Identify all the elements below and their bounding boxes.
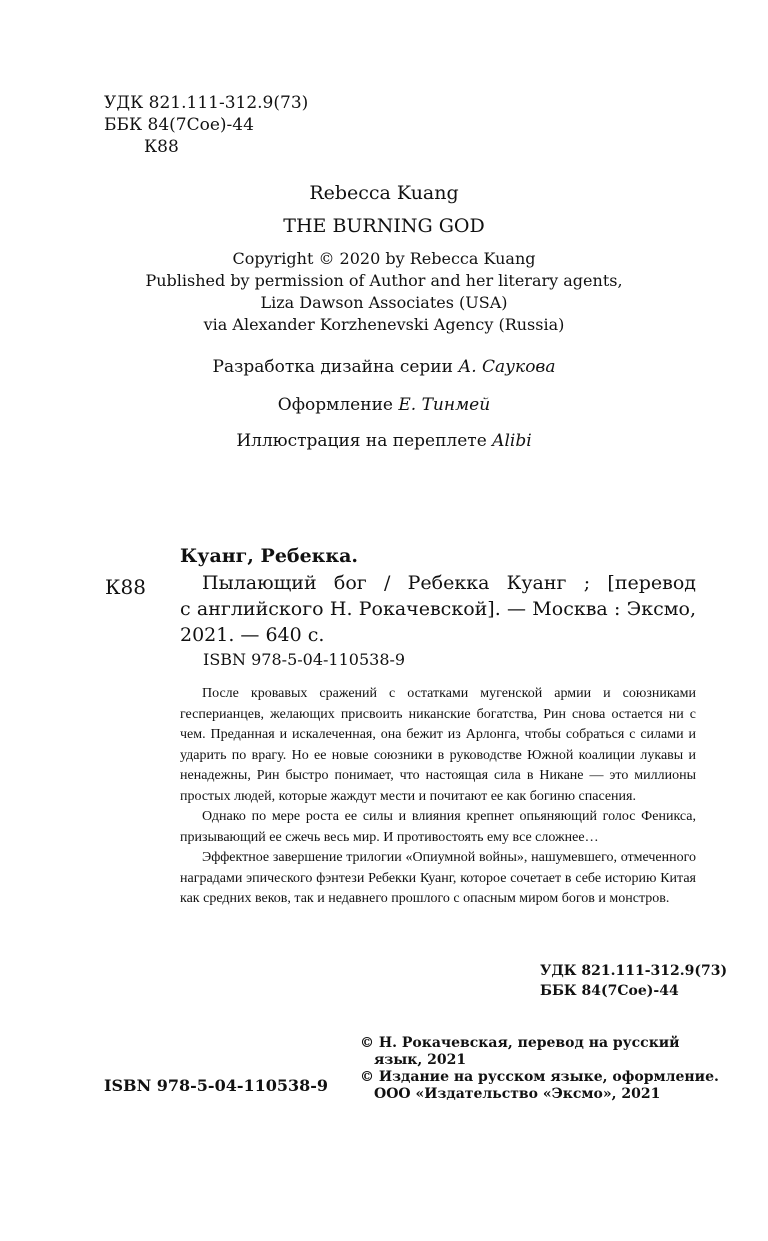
credit-label: Иллюстрация на переплете (236, 431, 487, 451)
bbk-code: ББК 84(7Сое)-44 (104, 115, 254, 135)
original-copyright (0, 248, 768, 336)
bib-description (180, 570, 696, 648)
original-author: Rebecca Kuang (309, 182, 459, 204)
credit-name: А. Саукова (458, 357, 556, 377)
udk-code: УДК 821.111-312.9(73) (540, 963, 728, 979)
annotation-paragraph: Однако по мере роста ее силы и влияния крепнет опьяняющий голос Феникса, призывающий ее сжечь весь мир. И противостоять ему все сложнее… (180, 809, 696, 845)
author-mark: К88 (144, 137, 179, 157)
classification-codes (104, 92, 308, 158)
credit-name: Alibi (492, 431, 532, 451)
original-title: THE BURNING GOD (283, 215, 485, 237)
classification-codes-bottom (540, 961, 727, 1001)
annotation-paragraph: После кровавых сражений с остатками мугенской армии и союзниками гесперианцев, желающих присвоить никанские богатства, Рин снова остается ни с чем. Преданная и искалеченная, она бежит из Арлонга, чтобы собраться с силами и ударить по врагу. Но ее новые союзники в руководстве Южной коалиции лукавы и ненадежны, Рин быстро понимает, что настоящая сила в Никане — это миллионы простых людей, которые жаждут мести и почитают ее как богиню спасения. (180, 686, 696, 804)
udk-code: УДК 821.111-312.9(73) (104, 93, 309, 113)
copyright-line: © Н. Рокачевская, перевод на русский (360, 1035, 680, 1051)
credit-name: Е. Тинмей (398, 395, 491, 415)
copyright-line: Published by permission of Author and her literary agents, (145, 271, 623, 290)
annotation-paragraph: Эффектное завершение трилогии «Опиумной войны», нашумевшего, отмеченного наградами эпического фэнтези Ребекки Куанг, которое сочетает в себе историю Китая как средних веков, так и недавнего прошлого с опасным миром богов и монстров. (180, 850, 696, 906)
bib-isbn: ISBN 978-5-04-110538-9 (203, 650, 406, 669)
bib-heading: Куанг, Ребекка. (180, 545, 359, 567)
copyright-line: ООО «Издательство «Эксмо», 2021 (374, 1086, 661, 1102)
isbn-bottom: ISBN 978-5-04-110538-9 (104, 1076, 329, 1095)
credit-label: Оформление (277, 395, 393, 415)
copyright-line: © Издание на русском языке, оформление. (360, 1069, 719, 1085)
copyright-line: Copyright © 2020 by Rebecca Kuang (232, 249, 536, 268)
credit-label: Разработка дизайна серии (212, 357, 453, 377)
credit-layout (0, 395, 768, 415)
credit-cover-illustration (0, 431, 768, 451)
bib-line: 2021. — 640 с. (180, 624, 325, 646)
bib-line: Пылающий бог / Ребекка Куанг ; [перевод (202, 572, 696, 594)
annotation (180, 684, 696, 910)
copyright-line: via Alexander Korzhenevski Agency (Russia) (203, 315, 565, 334)
copyright-line: язык, 2021 (374, 1052, 467, 1068)
credit-series-design (0, 357, 768, 377)
bbk-code: ББК 84(7Сое)-44 (540, 983, 679, 999)
translation-copyright (360, 1035, 720, 1103)
bib-author-mark: К88 (105, 575, 146, 599)
bib-line: с английского Н. Рокачевской]. — Москва : Эксмо, (180, 598, 696, 620)
copyright-line: Liza Dawson Associates (USA) (260, 293, 508, 312)
